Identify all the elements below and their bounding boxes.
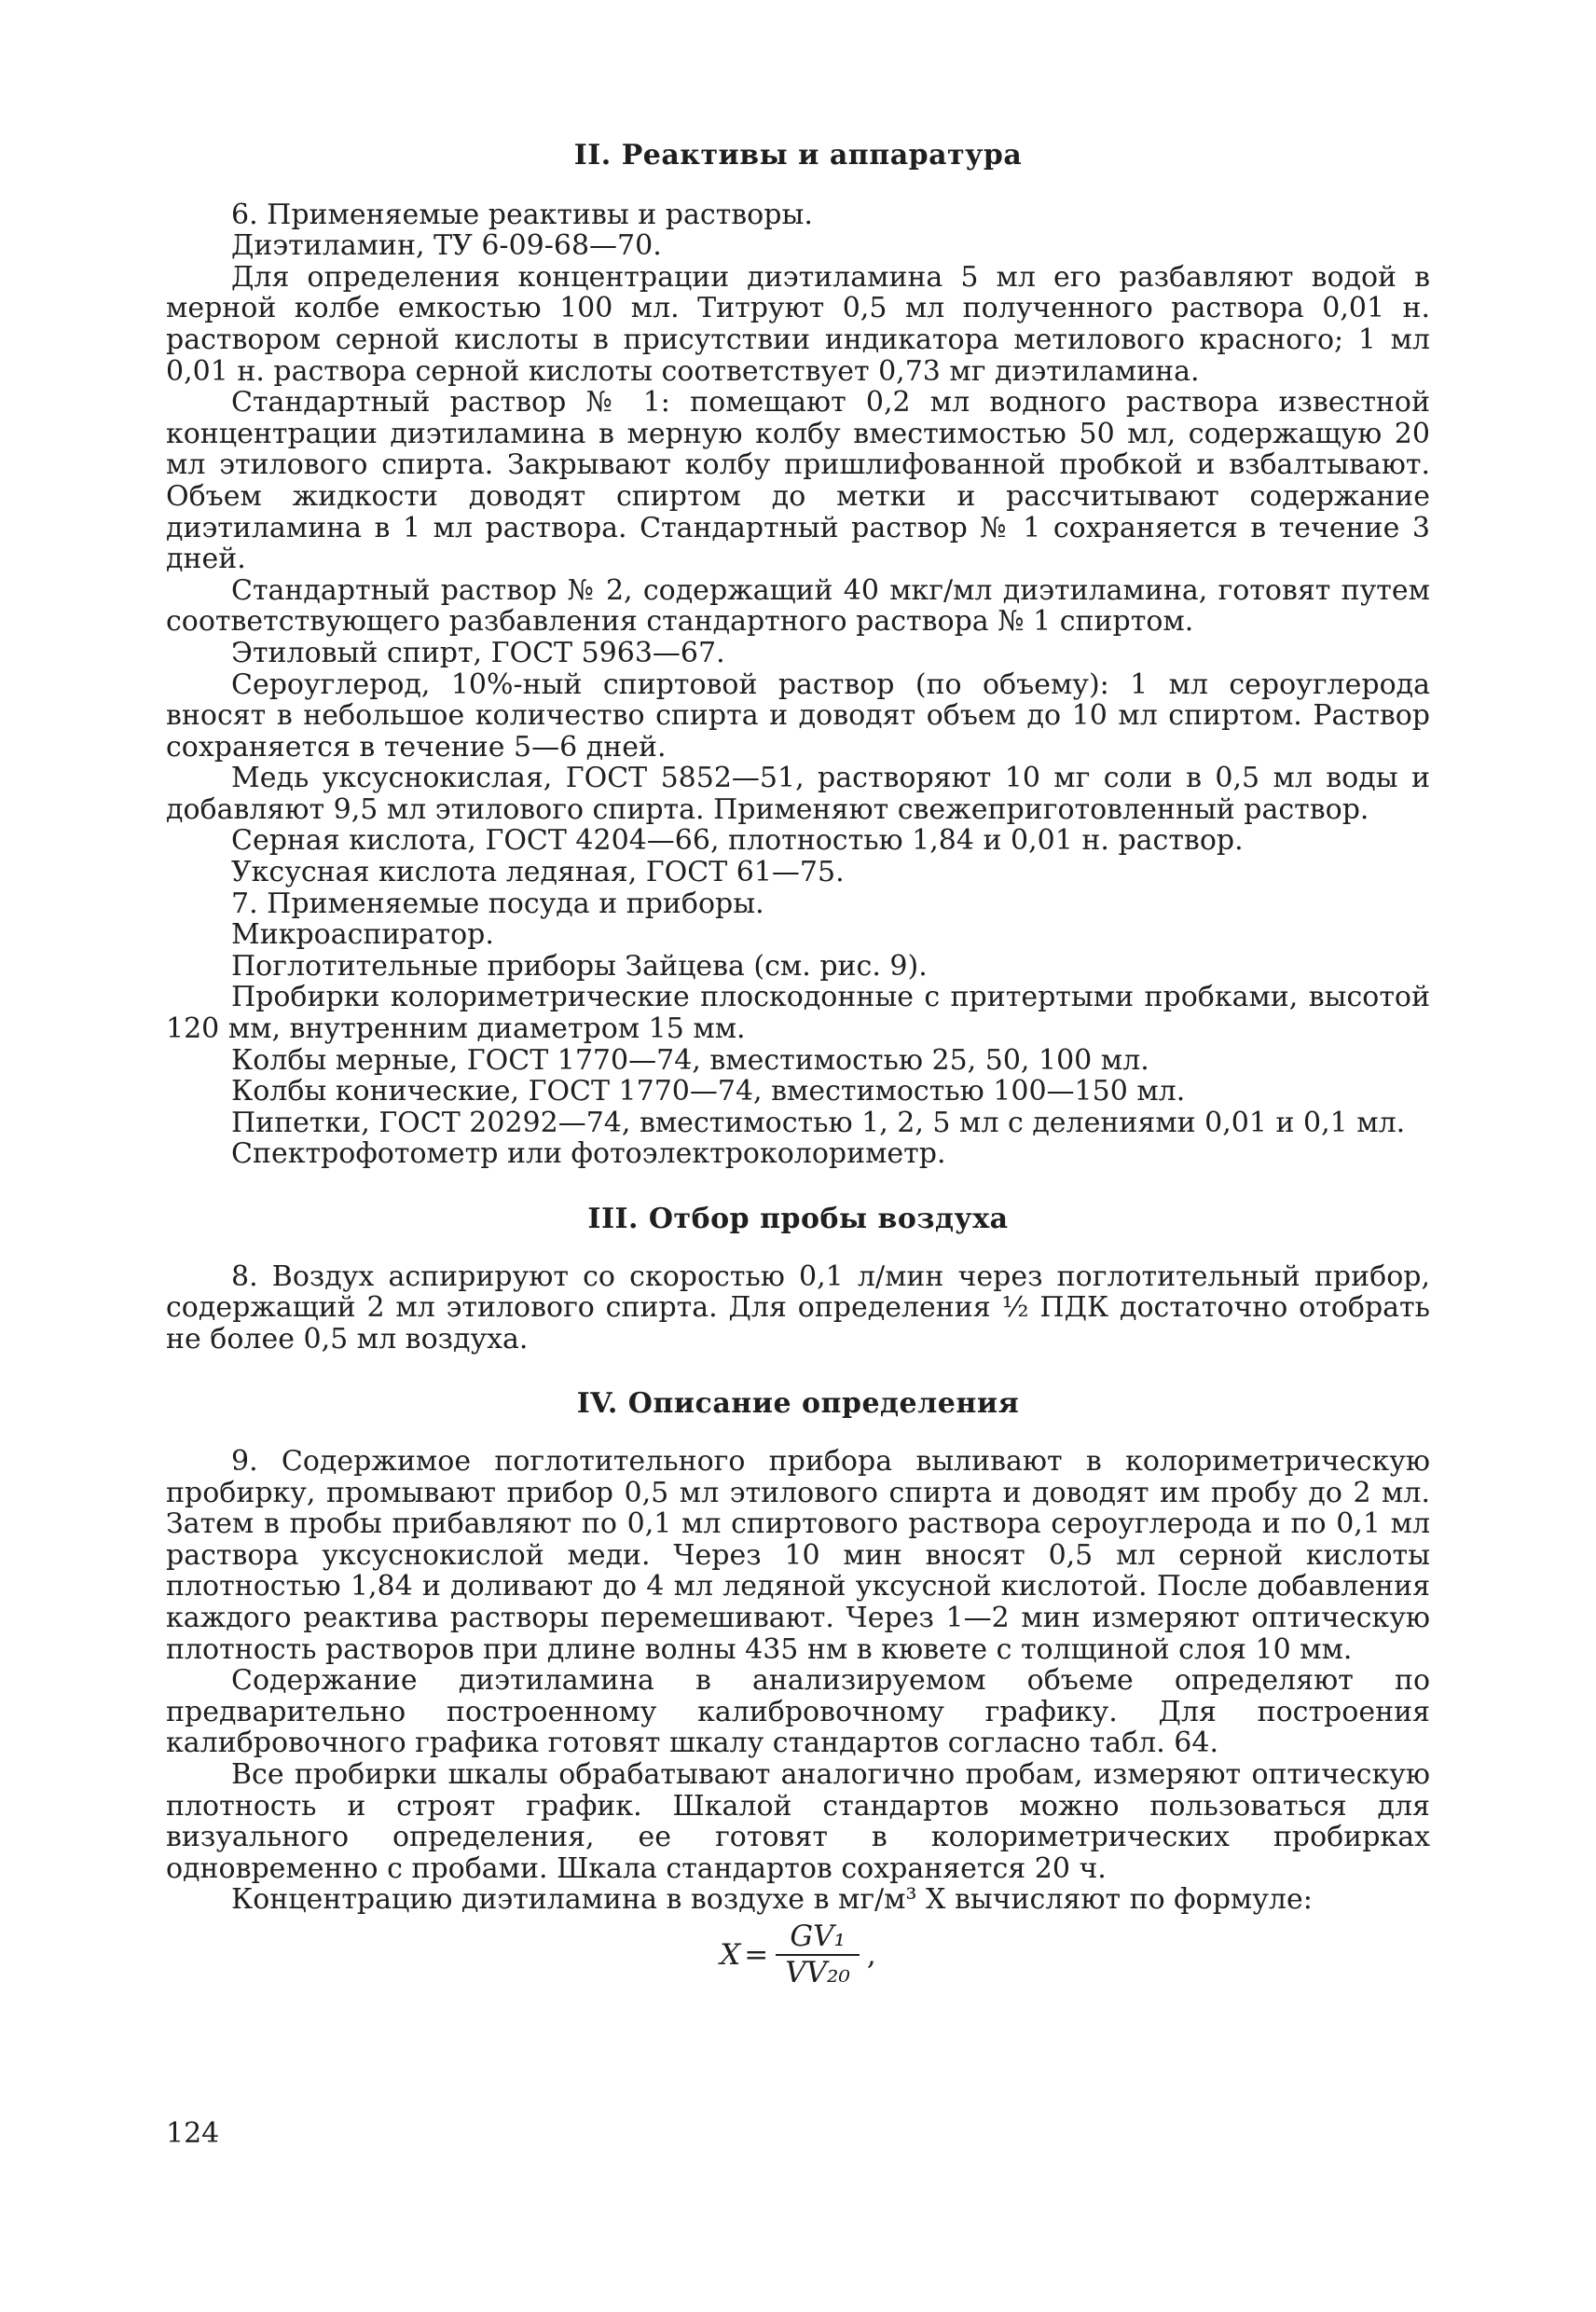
section-heading-reagents: II. Реактивы и аппаратура	[573, 139, 1023, 172]
paragraph: Колбы конические, ГОСТ 1770—74, вместимостью 100—150 мл.	[231, 1075, 1186, 1108]
formula-fraction	[776, 1921, 860, 1989]
paragraph: Стандартный раствор № 2, содержащий 40 мкг/мл диэтиламина, готовят путем соответствующего разбавления стандартного раствора № 1 спиртом.	[166, 573, 1430, 639]
paragraph: 6. Применяемые реактивы и растворы.	[231, 198, 813, 231]
document-page	[166, 140, 1430, 2228]
formula-numerator: GV₁	[790, 1919, 846, 1953]
paragraph: Уксусная кислота ледяная, ГОСТ 61—75.	[231, 856, 845, 889]
paragraph: Колбы мерные, ГОСТ 1770—74, вместимостью 25, 50, 100 мл.	[231, 1043, 1149, 1077]
paragraph: Поглотительные приборы Зайцева (см. рис. 9).	[231, 949, 928, 983]
paragraph: Содержание диэтиламина в анализируемом объеме определяют по предварительно построенному калибровочному графику. Для построения калибровочного графика готовят шкалу стандартов согласно табл. 64.	[166, 1664, 1430, 1760]
paragraph: Спектрофотометр или фотоэлектроколориметр.	[231, 1137, 946, 1171]
paragraph: Для определения концентрации диэтиламина 5 мл его разбавляют водой в мерной колбе емкостью 100 мл. Титруют 0,5 мл полученного раствора 0,01 н. раствором серной кислоты в присутствии индикатора метилового красного; 1 мл 0,01 н. раствора серной кислоты соответствует 0,73 мг диэтиламина.	[166, 260, 1430, 388]
paragraph: 9. Содержимое поглотительного прибора выливают в колориметрическую пробирку, промывают прибор 0,5 мл этилового спирта и доводят им пробу до 2 мл. Затем в пробы прибавляют по 0,1 мл спиртового раствора сероуглерода и по 0,1 мл раствора уксуснокислой меди. Через 10 мин вносят 0,5 мл серной кислоты плотностью 1,84 и доливают до 4 мл ледяной уксусной кислотой. После добавления каждого реактива растворы перемешивают. Через 1—2 мин измеряют оптическую плотность растворов при длине волны 435 нм в кювете с толщиной слоя 10 мм.	[166, 1444, 1430, 1666]
paragraph: 7. Применяемые посуда и приборы.	[231, 887, 764, 920]
formula-tail: ,	[866, 1937, 876, 1972]
paragraph: Этиловый спирт, ГОСТ 5963—67.	[231, 636, 725, 669]
paragraph: Концентрацию диэтиламина в воздухе в мг/м³ X вычисляют по формуле:	[231, 1883, 1313, 1917]
paragraph: Стандартный раствор № 1: помещают 0,2 мл водного раствора известной концентрации диэтиламина в мерную колбу вместимостью 50 мл, содержащую 20 мл этилового спирта. Закрывают колбу пришлифованной пробкой и взбалтывают. Объем жидкости доводят спиртом до метки и рассчитывают содержание диэтиламина в 1 мл раствора. Стандартный раствор № 1 сохраняется в течение 3 дней.	[166, 386, 1430, 576]
paragraph: Медь уксуснокислая, ГОСТ 5852—51, растворяют 10 мг соли в 0,5 мл воды и добавляют 9,5 мл этилового спирта. Применяют свежеприготовленный раствор.	[166, 762, 1430, 826]
paragraph: Пробирки колориметрические плоскодонные с притертыми пробками, высотой 120 мм, внутренним диаметром 15 мм.	[166, 981, 1430, 1046]
paragraph: Все пробирки шкалы обрабатывают аналогично пробам, измеряют оптическую плотность и строят график. Шкалой стандартов можно пользоваться для визуального определения, ее готовят в колориметрических пробирках одновременно с пробами. Шкала стандартов сохраняется 20 ч.	[166, 1757, 1430, 1885]
paragraph: Серная кислота, ГОСТ 4204—66, плотностью 1,84 и 0,01 н. раствор.	[231, 824, 1244, 858]
concentration-formula	[166, 1921, 1430, 1989]
formula-denominator: VV₂₀	[785, 1956, 850, 1990]
paragraph: Диэтиламин, ТУ 6-09-68—70.	[231, 229, 662, 263]
formula-equals: =	[744, 1937, 769, 1972]
paragraph: Сероуглерод, 10%-ный спиртовой раствор (по объему): 1 мл сероуглерода вносят в небольшое количество спирта и доводят объем до 10 мл спиртом. Раствор сохраняется в течение 5—6 дней.	[166, 667, 1430, 764]
section-heading-air-sampling: III. Отбор пробы воздуха	[587, 1203, 1009, 1235]
paragraph: Пипетки, ГОСТ 20292—74, вместимостью 1, 2, 5 мл с делениями 0,01 и 0,1 мл.	[231, 1106, 1406, 1139]
section-heading-procedure: IV. Описание определения	[576, 1387, 1020, 1421]
paragraph: Микроаспиратор.	[231, 918, 494, 952]
formula-lhs: X	[720, 1937, 741, 1972]
paragraph: 8. Воздух аспирируют со скоростью 0,1 л/мин через поглотительный прибор, содержащий 2 мл этилового спирта. Для определения ½ ПДК достаточно отобрать не более 0,5 мл воздуха.	[166, 1259, 1430, 1356]
page-number: 124	[166, 2117, 220, 2150]
